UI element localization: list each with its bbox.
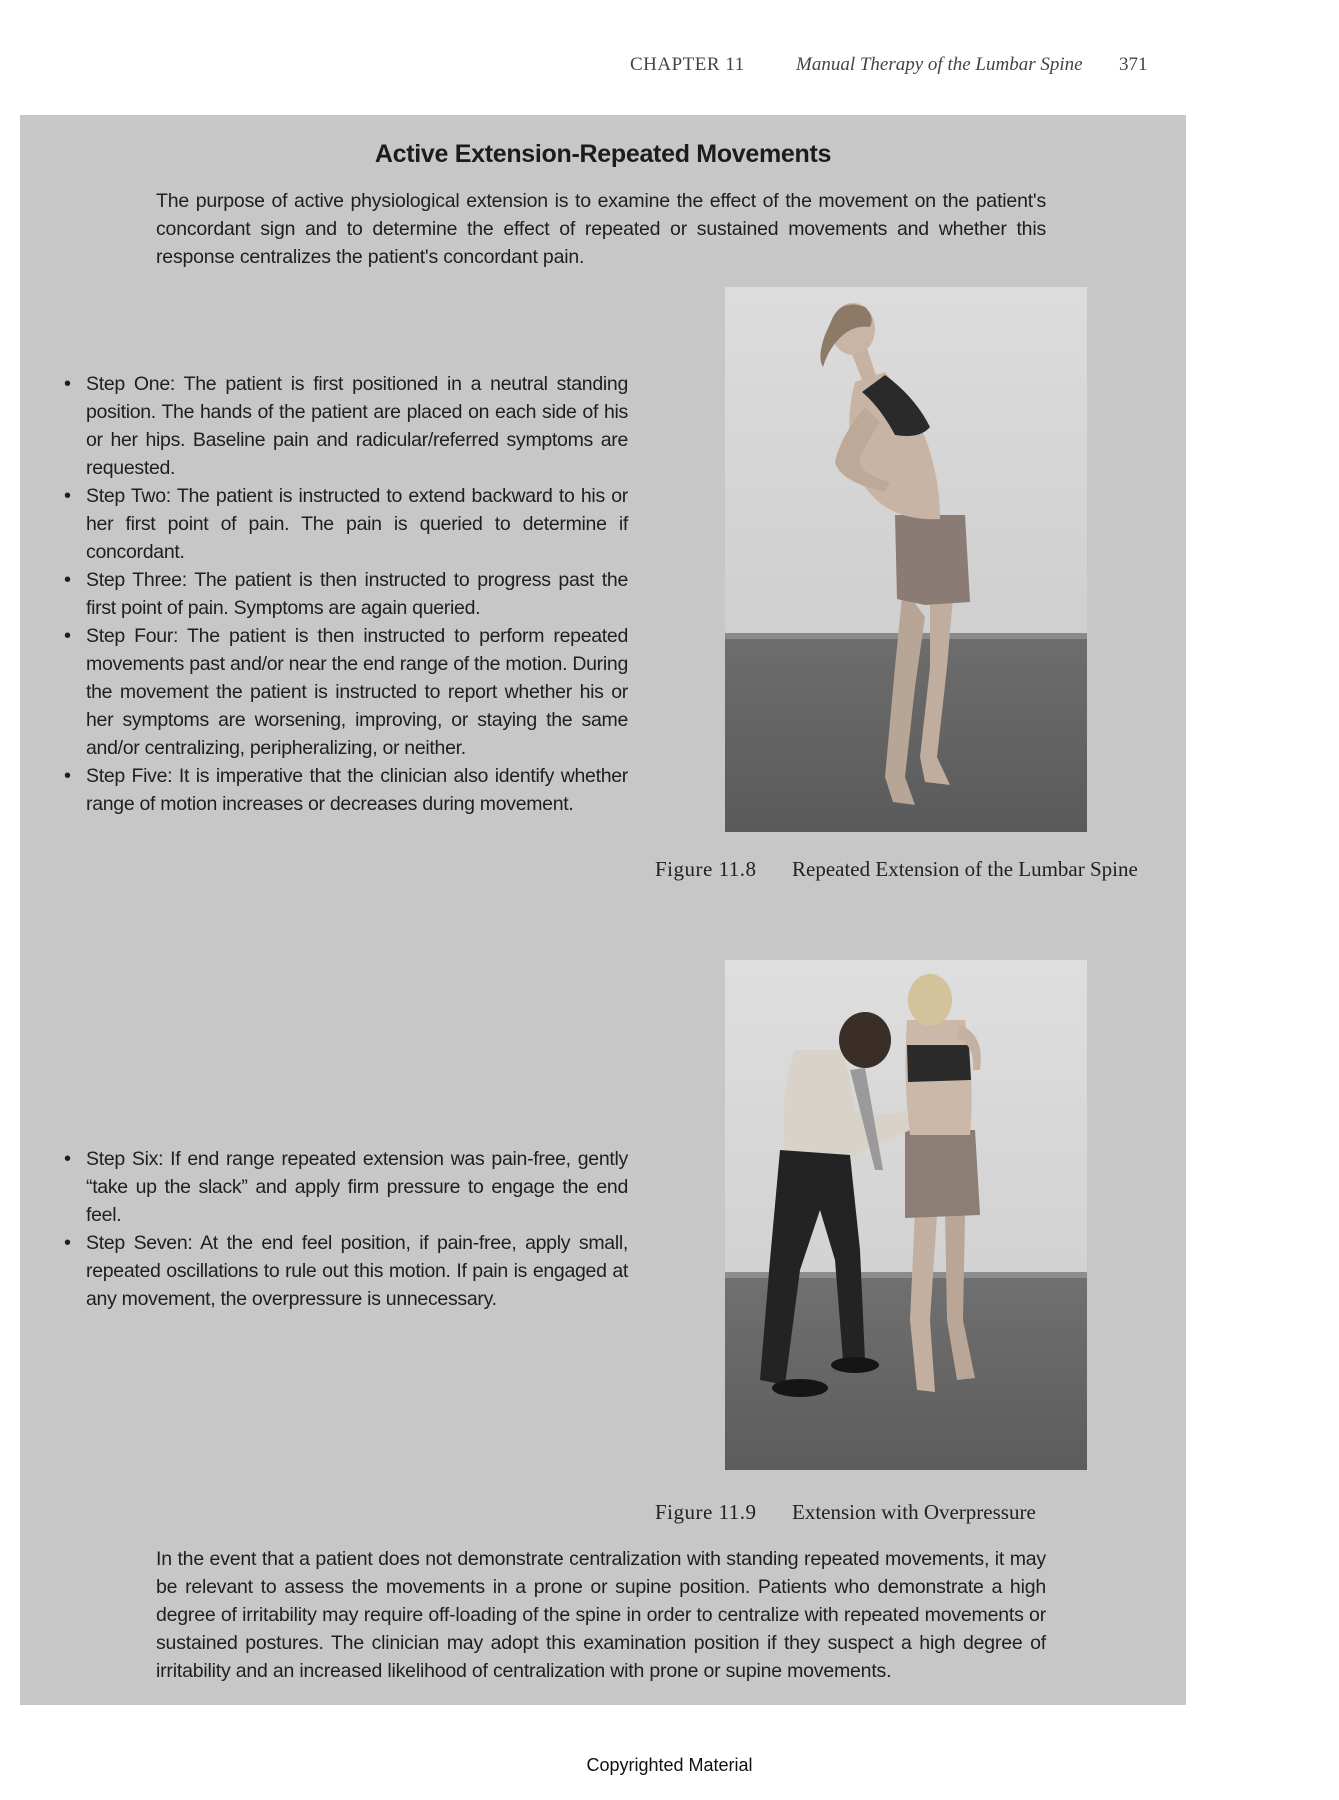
figure-caption-11-9 bbox=[655, 1498, 1175, 1528]
intro-paragraph: The purpose of active physiological extension is to examine the effect of the movement on the patient's concordant sign and to determine the effect of repeated or sustained movements and whether this response centralizes the patient's concordant pain. bbox=[156, 190, 1046, 268]
copyright-footer: Copyrighted Material bbox=[586, 1755, 753, 1775]
page-number: 371 bbox=[1119, 54, 1148, 75]
figure-number: Figure 11.8 bbox=[655, 857, 757, 881]
step-item: • Step Four: The patient is then instructed to perform repeated movements past and/or near the end range of the motion. During the movement the patient is instructed to report whether his or her symptoms are worsening, improving, or staying the same and/or centralizing, peripheralizing, or neither. bbox=[58, 622, 628, 762]
closing-paragraph: In the event that a patient does not demonstrate centralization with standing repeated movements, it may be relevant to assess the movements in a prone or supine position. Patients who demonstrate a high degree of irritability may require off-loading of the spine in order to centralize with repeated movements or sustained postures. The clinician may adopt this examination position if they suspect a high degree of irritability and an increased likelihood of centralization with prone or supine movements. bbox=[156, 1548, 1046, 1682]
steps-list-a bbox=[58, 370, 628, 818]
photo-standing-extension bbox=[725, 287, 1087, 832]
step-item: • Step Six: If end range repeated extension was pain-free, gently “take up the slack” and apply firm pressure to engage the end feel. bbox=[58, 1145, 628, 1229]
running-title: Manual Therapy of the Lumbar Spine bbox=[796, 54, 1083, 75]
step-item: • Step Seven: At the end feel position, if pain-free, apply small, repeated oscillations to rule out this motion. If pain is engaged at any movement, the overpressure is unnecessary. bbox=[58, 1229, 628, 1313]
step-item: • Step Three: The patient is then instructed to progress past the first point of pain. Symptoms are again queried. bbox=[58, 566, 628, 622]
chapter-label: CHAPTER 11 bbox=[630, 54, 745, 75]
figure-caption-text: Repeated Extension of the Lumbar Spine bbox=[792, 857, 1138, 881]
section-title: Active Extension-Repeated Movements bbox=[374, 140, 832, 168]
steps-list-b bbox=[58, 1145, 628, 1313]
running-head bbox=[560, 54, 1200, 82]
figure-number: Figure 11.9 bbox=[655, 1500, 757, 1524]
figure-caption-text: Extension with Overpressure bbox=[792, 1500, 1036, 1524]
photo-overpressure bbox=[725, 960, 1087, 1470]
step-item: • Step One: The patient is first positioned in a neutral standing position. The hands of the patient are placed on each side of his or her hips. Baseline pain and radicular/referred symptoms are requested. bbox=[58, 370, 628, 482]
figure-caption-11-8 bbox=[655, 855, 1175, 915]
figure-photo-repeated-extension bbox=[725, 287, 1087, 832]
step-item: • Step Five: It is imperative that the clinician also identify whether range of motion increases or decreases during movement. bbox=[58, 762, 628, 818]
step-item: • Step Two: The patient is instructed to extend backward to his or her first point of pain. The pain is queried to determine if concordant. bbox=[58, 482, 628, 566]
figure-photo-extension-overpressure bbox=[725, 960, 1087, 1470]
